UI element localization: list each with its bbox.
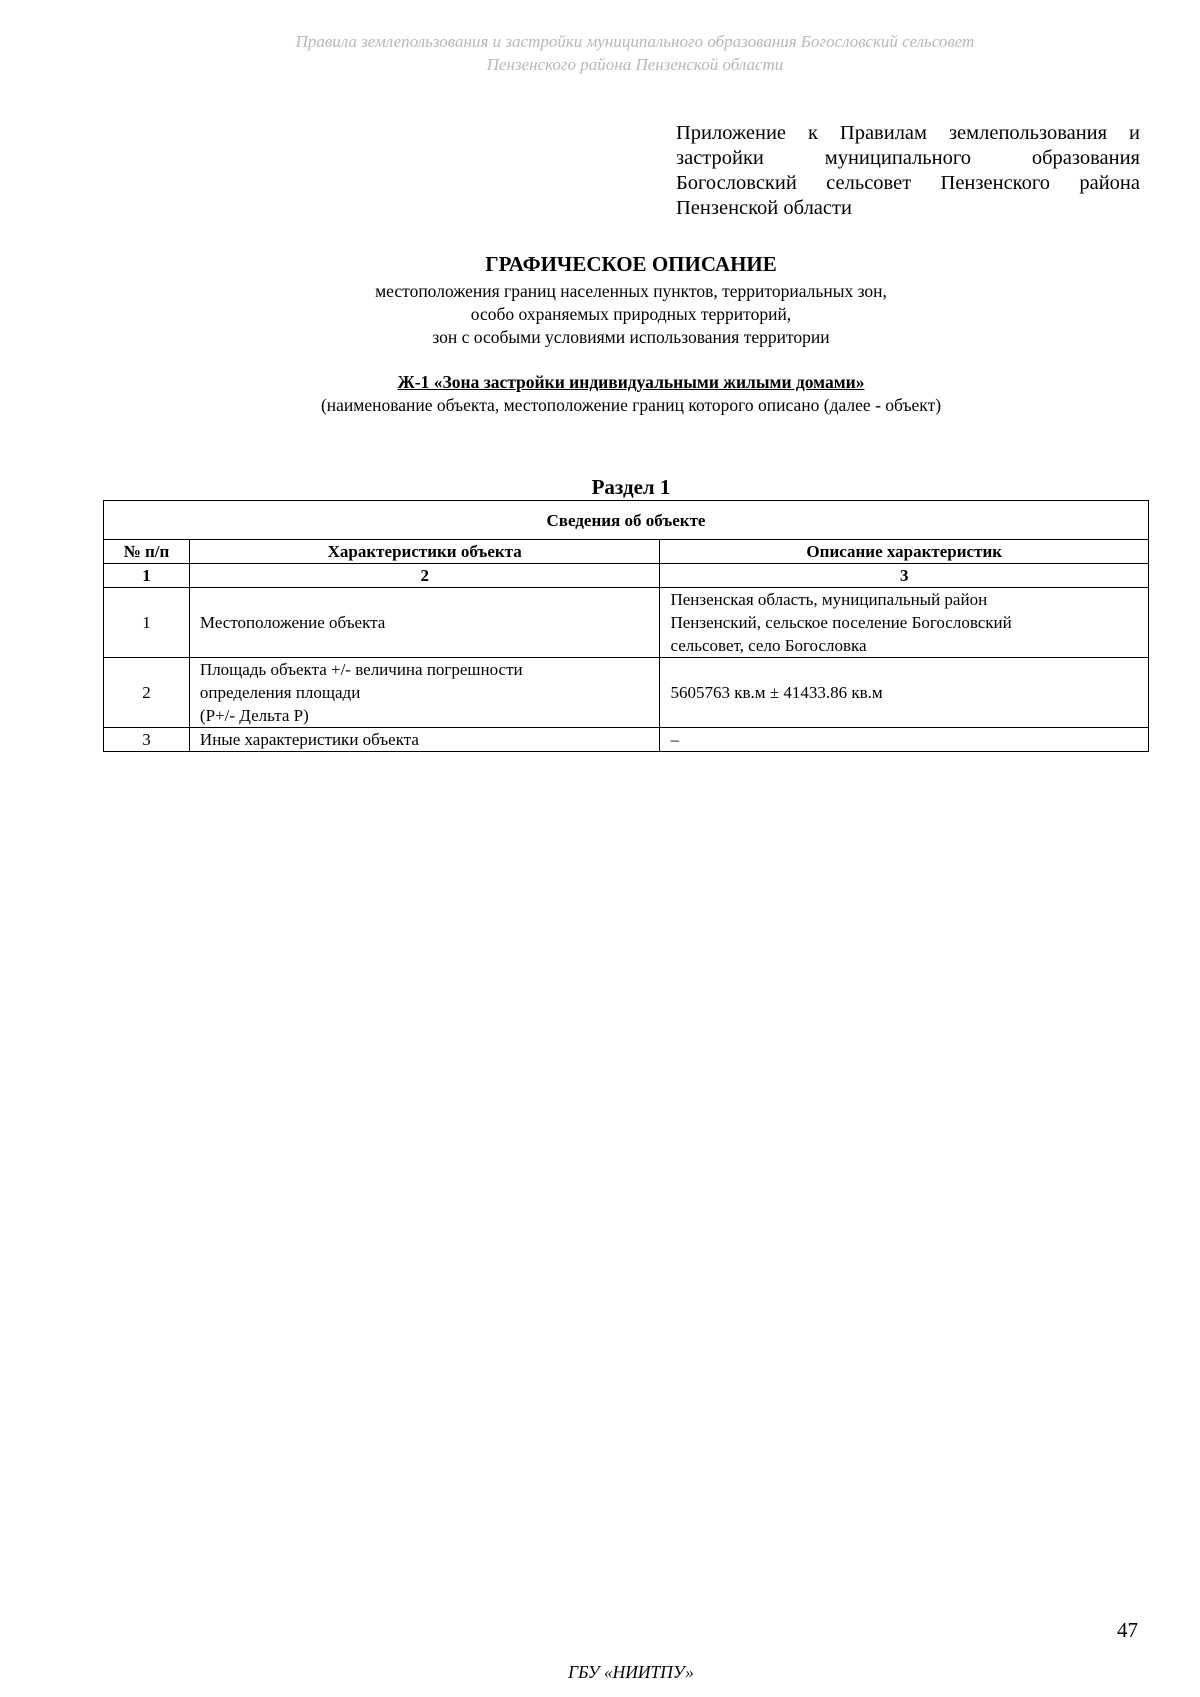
table-row — [104, 728, 1149, 752]
characteristic-line: Иные характеристики объекта — [199, 730, 419, 749]
appendix-note: Приложение к Правилам землепользования и застройки муниципального образования Богословский сельсовет Пензенского района Пензенской области — [676, 122, 1140, 219]
row-characteristic — [189, 588, 660, 658]
row-description — [660, 588, 1149, 658]
characteristic-line: Площадь объекта +/- величина погрешности — [199, 660, 523, 679]
subtitle-line-1: местоположения границ населенных пунктов, территориальных зон, — [375, 281, 887, 301]
running-header-line-1: Правила землепользования и застройки муниципального образования Богословский сельсовет — [295, 32, 975, 51]
zone-note: (наименование объекта, местоположение границ которого описано (далее - объект) — [320, 395, 942, 415]
row-description — [660, 728, 1149, 752]
description-line: – — [670, 730, 679, 749]
row-number: 3 — [104, 728, 190, 752]
description-line: Пензенский, сельское поселение Богословский — [670, 613, 1012, 632]
section-title: Раздел 1 — [591, 475, 671, 499]
characteristic-line: Местоположение объекта — [199, 613, 386, 632]
row-characteristic — [189, 658, 660, 728]
description-line: сельсовет, село Богословка — [670, 636, 867, 655]
page-number: 47 — [1117, 1618, 1138, 1642]
header-characteristic: Характеристики объекта — [189, 540, 660, 564]
row-number: 1 — [104, 588, 190, 658]
description-line: Пензенская область, муниципальный район — [670, 590, 988, 609]
page-footer: ГБУ «НИИТПУ» — [568, 1662, 694, 1682]
table-caption: Сведения об объекте — [104, 501, 1149, 540]
column-number-2: 2 — [189, 564, 660, 588]
row-number: 2 — [104, 658, 190, 728]
document-title: ГРАФИЧЕСКОЕ ОПИСАНИЕ — [485, 252, 777, 276]
table-column-numbers-row — [104, 564, 1149, 588]
table-row — [104, 588, 1149, 658]
table-row — [104, 658, 1149, 728]
subtitle-line-2: особо охраняемых природных территорий, — [470, 304, 792, 324]
subtitle-line-3: зон с особыми условиями использования территории — [432, 327, 830, 347]
row-characteristic — [189, 728, 660, 752]
table-caption-row — [104, 501, 1149, 540]
object-info-table — [103, 500, 1149, 752]
running-header — [0, 30, 1200, 76]
characteristic-line: (Р+/- Дельта Р) — [199, 706, 309, 725]
description-line: 5605763 кв.м ± 41433.86 кв.м — [670, 683, 883, 702]
running-header-line-2: Пензенского района Пензенской области — [486, 55, 784, 74]
document-subtitle — [0, 280, 1200, 349]
row-description — [660, 658, 1149, 728]
column-number-1: 1 — [104, 564, 190, 588]
zone-name: Ж-1 «Зона застройки индивидуальными жилыми домами» — [397, 372, 865, 392]
header-description: Описание характеристик — [660, 540, 1149, 564]
column-number-3: 3 — [660, 564, 1149, 588]
table-header-row — [104, 540, 1149, 564]
characteristic-line: определения площади — [199, 683, 361, 702]
header-number: № п/п — [104, 540, 190, 564]
